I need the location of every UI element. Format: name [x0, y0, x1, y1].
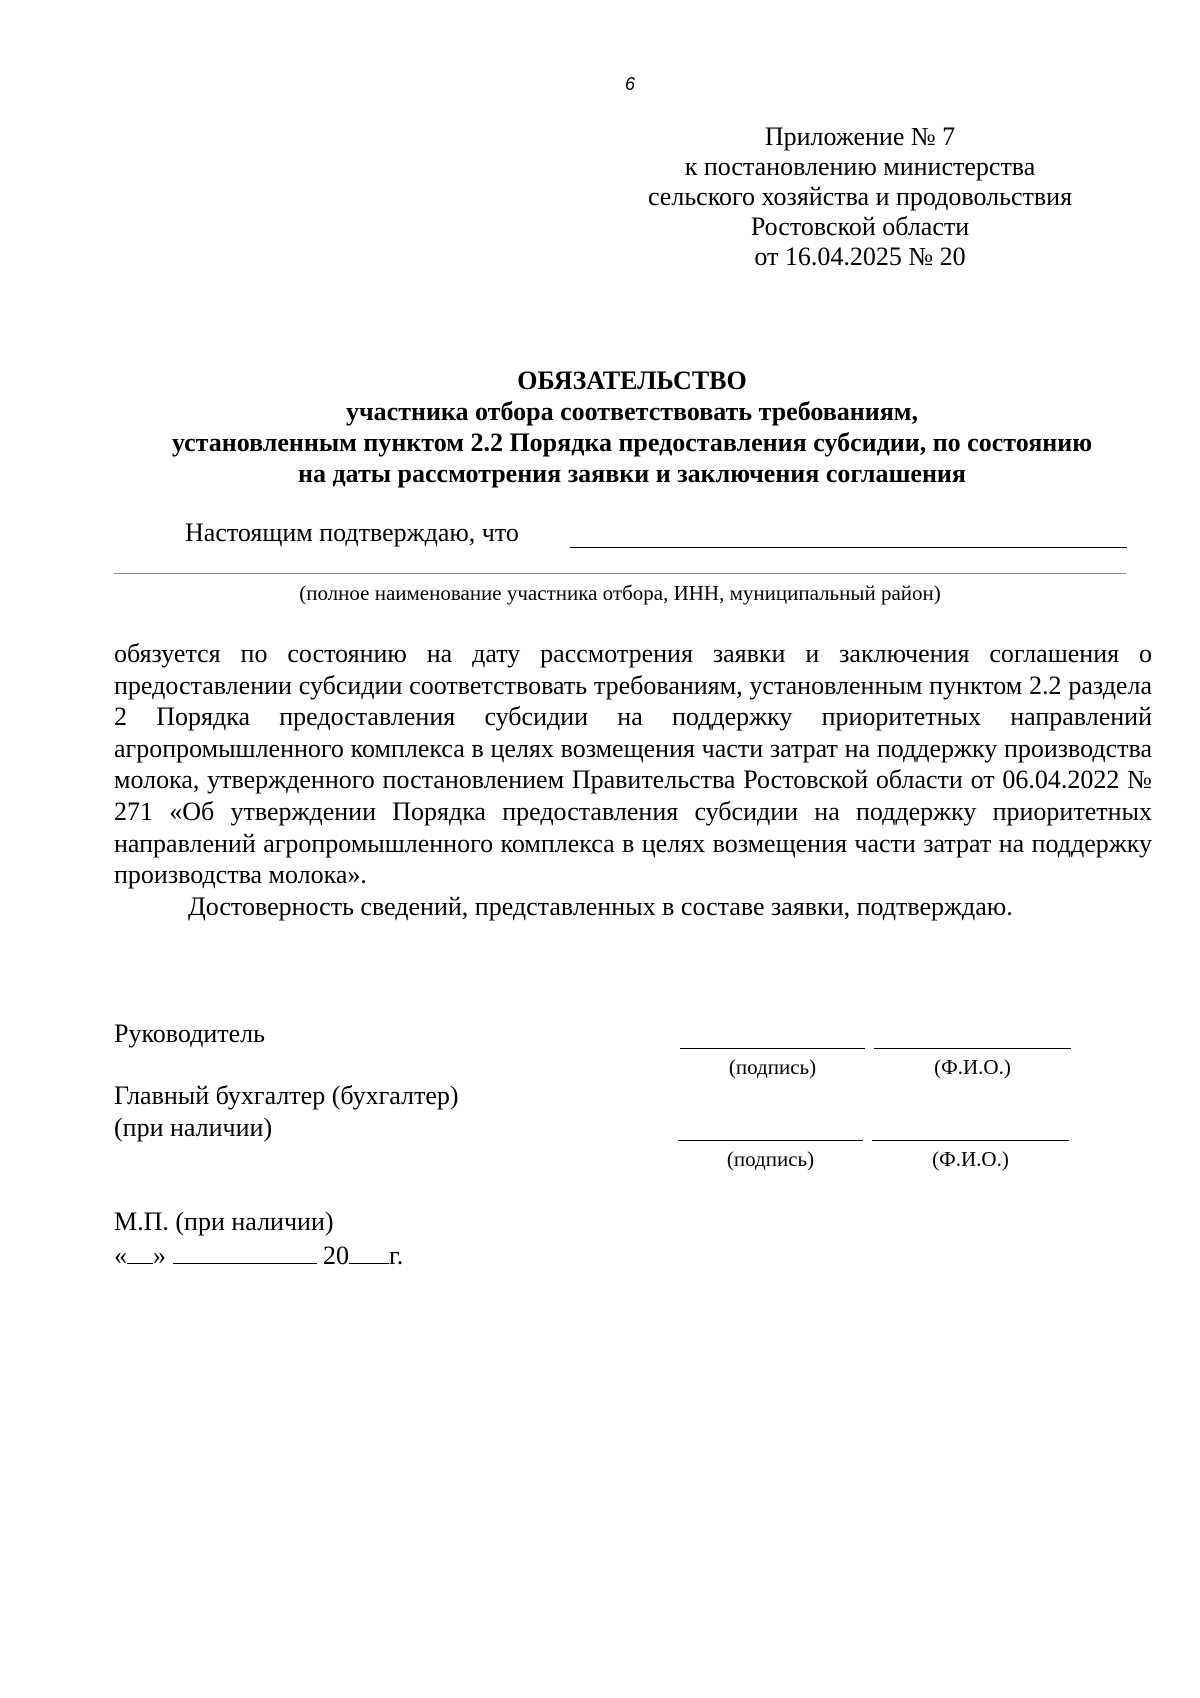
appendix-number: Приложение № 7 — [764, 122, 956, 151]
head-name-caption: (Ф.И.О.) — [934, 1055, 1011, 1079]
head-signature-line[interactable] — [680, 1048, 865, 1049]
title-line: участника отбора соответствовать требованиям, — [346, 397, 918, 426]
title-line: установленным пунктом 2.2 Порядка предоставления субсидии, по состоянию — [171, 428, 1093, 457]
document-title — [110, 365, 1154, 489]
head-label: Руководитель — [114, 1019, 265, 1048]
year-prefix: 20 — [323, 1241, 349, 1270]
page-number: 6 — [624, 74, 635, 94]
appendix-line: сельского хозяйства и продовольствия — [647, 182, 1073, 211]
body-paragraph: Достоверность сведений, представленных в составе заявки, подтверждаю. — [188, 891, 1013, 921]
appendix-line: Ростовской области — [750, 212, 970, 241]
month-blank[interactable] — [173, 1241, 317, 1264]
stamp-label: М.П. (при наличии) — [114, 1207, 334, 1236]
year-blank[interactable] — [349, 1241, 389, 1264]
participant-name-blank-line2[interactable] — [114, 573, 1126, 574]
accountant-name-line[interactable] — [872, 1140, 1069, 1141]
day-blank[interactable] — [127, 1241, 153, 1264]
date-field — [114, 1240, 403, 1271]
accountant-signature-caption: (подпись) — [726, 1147, 815, 1171]
date-open-quote: « — [114, 1241, 127, 1270]
title-line: на даты рассмотрения заявки и заключения соглашения — [298, 459, 966, 488]
body-paragraph: обязуется по состоянию на дату рассмотрения заявки и заключения соглашения о предоставлении субсидии соответствовать требованиям, установленным пунктом 2.2 раздела 2 Порядка предоставления субсидии на поддержку приоритетных направлений агропромышленного комплекса в целях возмещения части затрат на поддержку производства молока, утвержденного постановлением Правительства Ростовской области от 06.04.2022 № 271 «Об утверждении Порядка предоставления субсидии на поддержку приоритетных направлений агропромышленного комплекса в целях возмещения части затрат на поддержку производства молока». — [114, 639, 1152, 890]
accountant-name-caption: (Ф.И.О.) — [932, 1147, 1009, 1171]
accountant-label: Главный бухгалтер (бухгалтер) — [114, 1081, 459, 1110]
appendix-header — [610, 122, 1110, 272]
date-close-quote: » — [153, 1241, 166, 1270]
appendix-date: от 16.04.2025 № 20 — [754, 242, 966, 271]
accountant-label-note: (при наличии) — [114, 1113, 273, 1142]
year-suffix: г. — [389, 1241, 404, 1270]
body-text — [114, 638, 1152, 922]
participant-name-blank[interactable] — [570, 547, 1127, 548]
title-heading: ОБЯЗАТЕЛЬСТВО — [517, 366, 747, 395]
appendix-line: к постановлению министерства — [684, 152, 1036, 181]
participant-name-caption: (полное наименование участника отбора, ИНН, муниципальный район) — [299, 581, 941, 605]
head-signature-caption: (подпись) — [728, 1055, 817, 1079]
accountant-signature-line[interactable] — [678, 1140, 863, 1141]
confirm-text: Настоящим подтверждаю, что — [185, 518, 519, 547]
head-name-line[interactable] — [874, 1048, 1071, 1049]
